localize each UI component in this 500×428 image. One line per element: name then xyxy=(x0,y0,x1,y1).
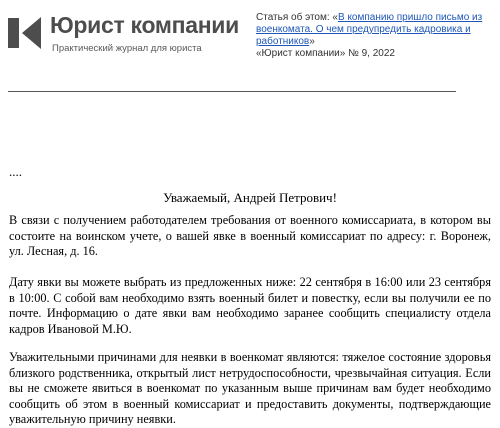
letter-paragraph-summons: В связи с получением работодателем требования от военного комиссариата, в котором вы состоите на воинском учете, о вашей явке в военный комиссариат по адресу: г. Воронеж, ул. Лесная, д. 16. xyxy=(9,213,491,258)
article-link[interactable]: В компанию пришло письмо из военкомата. О чем предупредить кадровика и работников xyxy=(256,12,483,47)
article-reference xyxy=(256,12,496,60)
journal-header xyxy=(0,0,500,70)
letter-paragraph-valid-reasons: Уважительными причинами для неявки в военкомат являются: тяжелое состояние здоровья близкого родственника, открытый лист нетрудоспособности, чрезвычайная ситуация. Если вы не сможете явиться в военкомат по указанным выше причинам вам будет необходимо сообщить об этом в военный комиссариат и предоставить документы, подтверждающие уважительную причину неявки. xyxy=(9,350,491,426)
letter-greeting: Уважаемый, Андрей Петрович! xyxy=(163,190,337,205)
header-divider xyxy=(8,91,456,92)
article-reference-prefix: Статья об этом: « xyxy=(256,12,338,23)
journal-issue: «Юрист компании» № 9, 2022 xyxy=(256,48,395,59)
article-reference-suffix: » xyxy=(309,36,315,47)
letter-paragraph-dates: Дату явки вы можете выбрать из предложенных ниже: 22 сентября в 16:00 или 23 сентября в 10:00. С собой вам необходимо взять военный билет и повестку, если вы получили ее по почте. Информацию о дате явки вам необходимо заранее сообщить специалисту отдела кадров Ивановой М.Ю. xyxy=(9,275,491,336)
journal-title: Юрист компании xyxy=(50,12,239,38)
journal-logo-icon xyxy=(6,14,44,52)
letter-ellipsis: .... xyxy=(9,164,22,179)
journal-subtitle: Практический журнал для юриста xyxy=(52,43,202,54)
